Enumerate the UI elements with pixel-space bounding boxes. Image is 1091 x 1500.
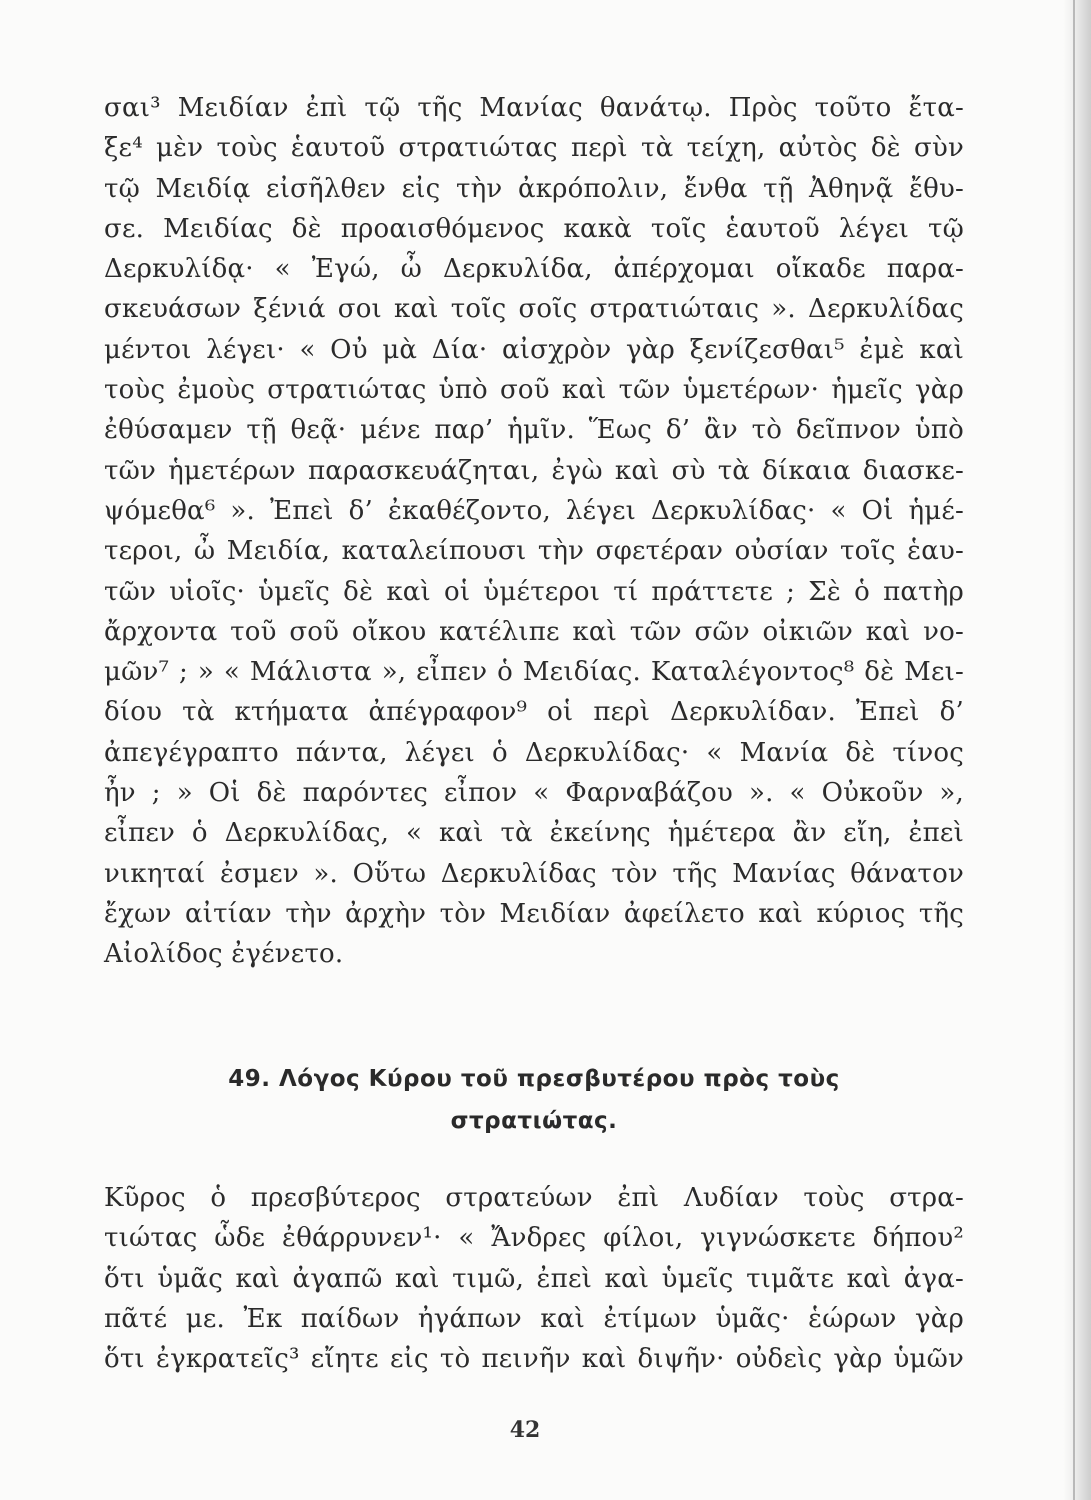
- text-line: πᾶτέ με. Ἐκ παίδων ἠγάπων καὶ ἐτίμων ὑμᾶς· ἑώρων γὰρ: [104, 1303, 964, 1334]
- text-line: μῶν⁷ ; » « Μάλιστα », εἶπεν ὁ Μειδίας. Καταλέγοντος⁸ δὲ Μει-: [104, 657, 964, 688]
- text-line: ὅτι ἐγκρατεῖς³ εἴητε εἰς τὸ πεινῆν καὶ διψῆν· οὐδεὶς γὰρ ὑμῶν: [104, 1344, 964, 1375]
- text-line: σε. Μειδίας δὲ προαισθόμενος κακὰ τοῖς ἑαυτοῦ λέγει τῷ: [104, 213, 964, 244]
- text-line: σκευάσων ξένιά σοι καὶ τοῖς σοῖς στρατιώταις ». Δερκυλίδας: [104, 294, 964, 325]
- text-line: ἔχων αἰτίαν τὴν ἀρχὴν τὸν Μειδίαν ἀφείλετο καὶ κύριος τῆς: [104, 898, 964, 929]
- text-line: Δερκυλίδᾳ· « Ἐγώ, ὦ Δερκυλίδα, ἀπέρχομαι οἴκαδε παρα-: [104, 254, 964, 285]
- page-edge-line: [1073, 0, 1075, 1500]
- text-line: δίου τὰ κτήματα ἀπέγραφον⁹ οἱ περὶ Δερκυλίδαν. Ἐπεὶ δ’: [104, 697, 964, 728]
- text-line: Αἰολίδος ἐγένετο.: [104, 939, 344, 970]
- text-line: νικηταί ἐσμεν ». Οὕτω Δερκυλίδας τὸν τῆς Μανίας θάνατον: [104, 858, 964, 889]
- text-line: ἄρχοντα τοῦ σοῦ οἴκου κατέλιπε καὶ τῶν σῶν οἰκιῶν καὶ νο-: [104, 616, 964, 647]
- paragraph-2: [104, 1178, 964, 1379]
- paragraph-1: [104, 88, 964, 975]
- text-line: ψόμεθα⁶ ». Ἐπεὶ δ’ ἐκαθέζοντο, λέγει Δερκυλίδας· « Οἱ ἡμέ-: [104, 495, 964, 526]
- section-heading-line-1: 49. Λόγος Κύρου τοῦ πρεσβυτέρου πρὸς τοὺς: [228, 1066, 840, 1092]
- text-line: τεροι, ὦ Μειδία, καταλείπουσι τὴν σφετέραν οὐσίαν τοῖς ἑαυ-: [104, 536, 964, 567]
- text-line: ξε⁴ μὲν τοὺς ἑαυτοῦ στρατιώτας περὶ τὰ τείχη, αὐτὸς δὲ σὺν: [104, 133, 964, 164]
- text-line: ἐθύσαμεν τῇ θεᾷ· μένε παρ’ ἡμῖν. Ἕως δ’ ἂν τὸ δεῖπνον ὑπὸ: [104, 415, 964, 446]
- section-heading: [104, 1058, 964, 1142]
- text-line: σαι³ Μειδίαν ἐπὶ τῷ τῆς Μανίας θανάτῳ. Πρὸς τοῦτο ἔτα-: [104, 93, 964, 123]
- text-line: τοὺς ἐμοὺς στρατιώτας ὑπὸ σοῦ καὶ τῶν ὑμετέρων· ἡμεῖς γὰρ: [104, 375, 964, 406]
- page-number: 42: [509, 1417, 541, 1443]
- section-heading-line-2: στρατιώτας.: [450, 1108, 618, 1134]
- text-line: μέντοι λέγει· « Οὐ μὰ Δία· αἰσχρὸν γὰρ ξενίζεσθαι⁵ ἐμὲ καὶ: [104, 334, 964, 365]
- text-line: ἀπεγέγραπτο πάντα, λέγει ὁ Δερκυλίδας· « Μανία δὲ τίνος: [104, 737, 964, 768]
- text-line: ἦν ; » Οἱ δὲ παρόντες εἶπον « Φαρναβάζου ». « Οὐκοῦν »,: [104, 778, 964, 809]
- text-line: εἶπεν ὁ Δερκυλίδας, « καὶ τὰ ἐκείνης ἡμέτερα ἂν εἴη, ἐπεὶ: [104, 818, 964, 849]
- page-edge-shadow: [1063, 0, 1091, 1500]
- text-line: ὅτι ὑμᾶς καὶ ἀγαπῶ καὶ τιμῶ, ἐπεὶ καὶ ὑμεῖς τιμᾶτε καὶ ἀγα-: [104, 1263, 964, 1294]
- text-line: τιώτας ὧδε ἐθάρρυνεν¹· « Ἄνδρες φίλοι, γιγνώσκετε δήπου²: [104, 1223, 964, 1254]
- text-line: Κῦρος ὁ πρεσβύτερος στρατεύων ἐπὶ Λυδίαν τοὺς στρα-: [104, 1183, 964, 1213]
- text-line: τῶν ἡμετέρων παρασκευάζηται, ἐγὼ καὶ σὺ τὰ δίκαια διασκε-: [104, 455, 964, 486]
- text-line: τῶν υἱοῖς· ὑμεῖς δὲ καὶ οἱ ὑμέτεροι τί πράττετε ; Σὲ ὁ πατὴρ: [104, 576, 964, 607]
- text-line: τῷ Μειδίᾳ εἰσῆλθεν εἰς τὴν ἀκρόπολιν, ἔνθα τῇ Ἀθηνᾷ ἔθυ-: [104, 173, 964, 204]
